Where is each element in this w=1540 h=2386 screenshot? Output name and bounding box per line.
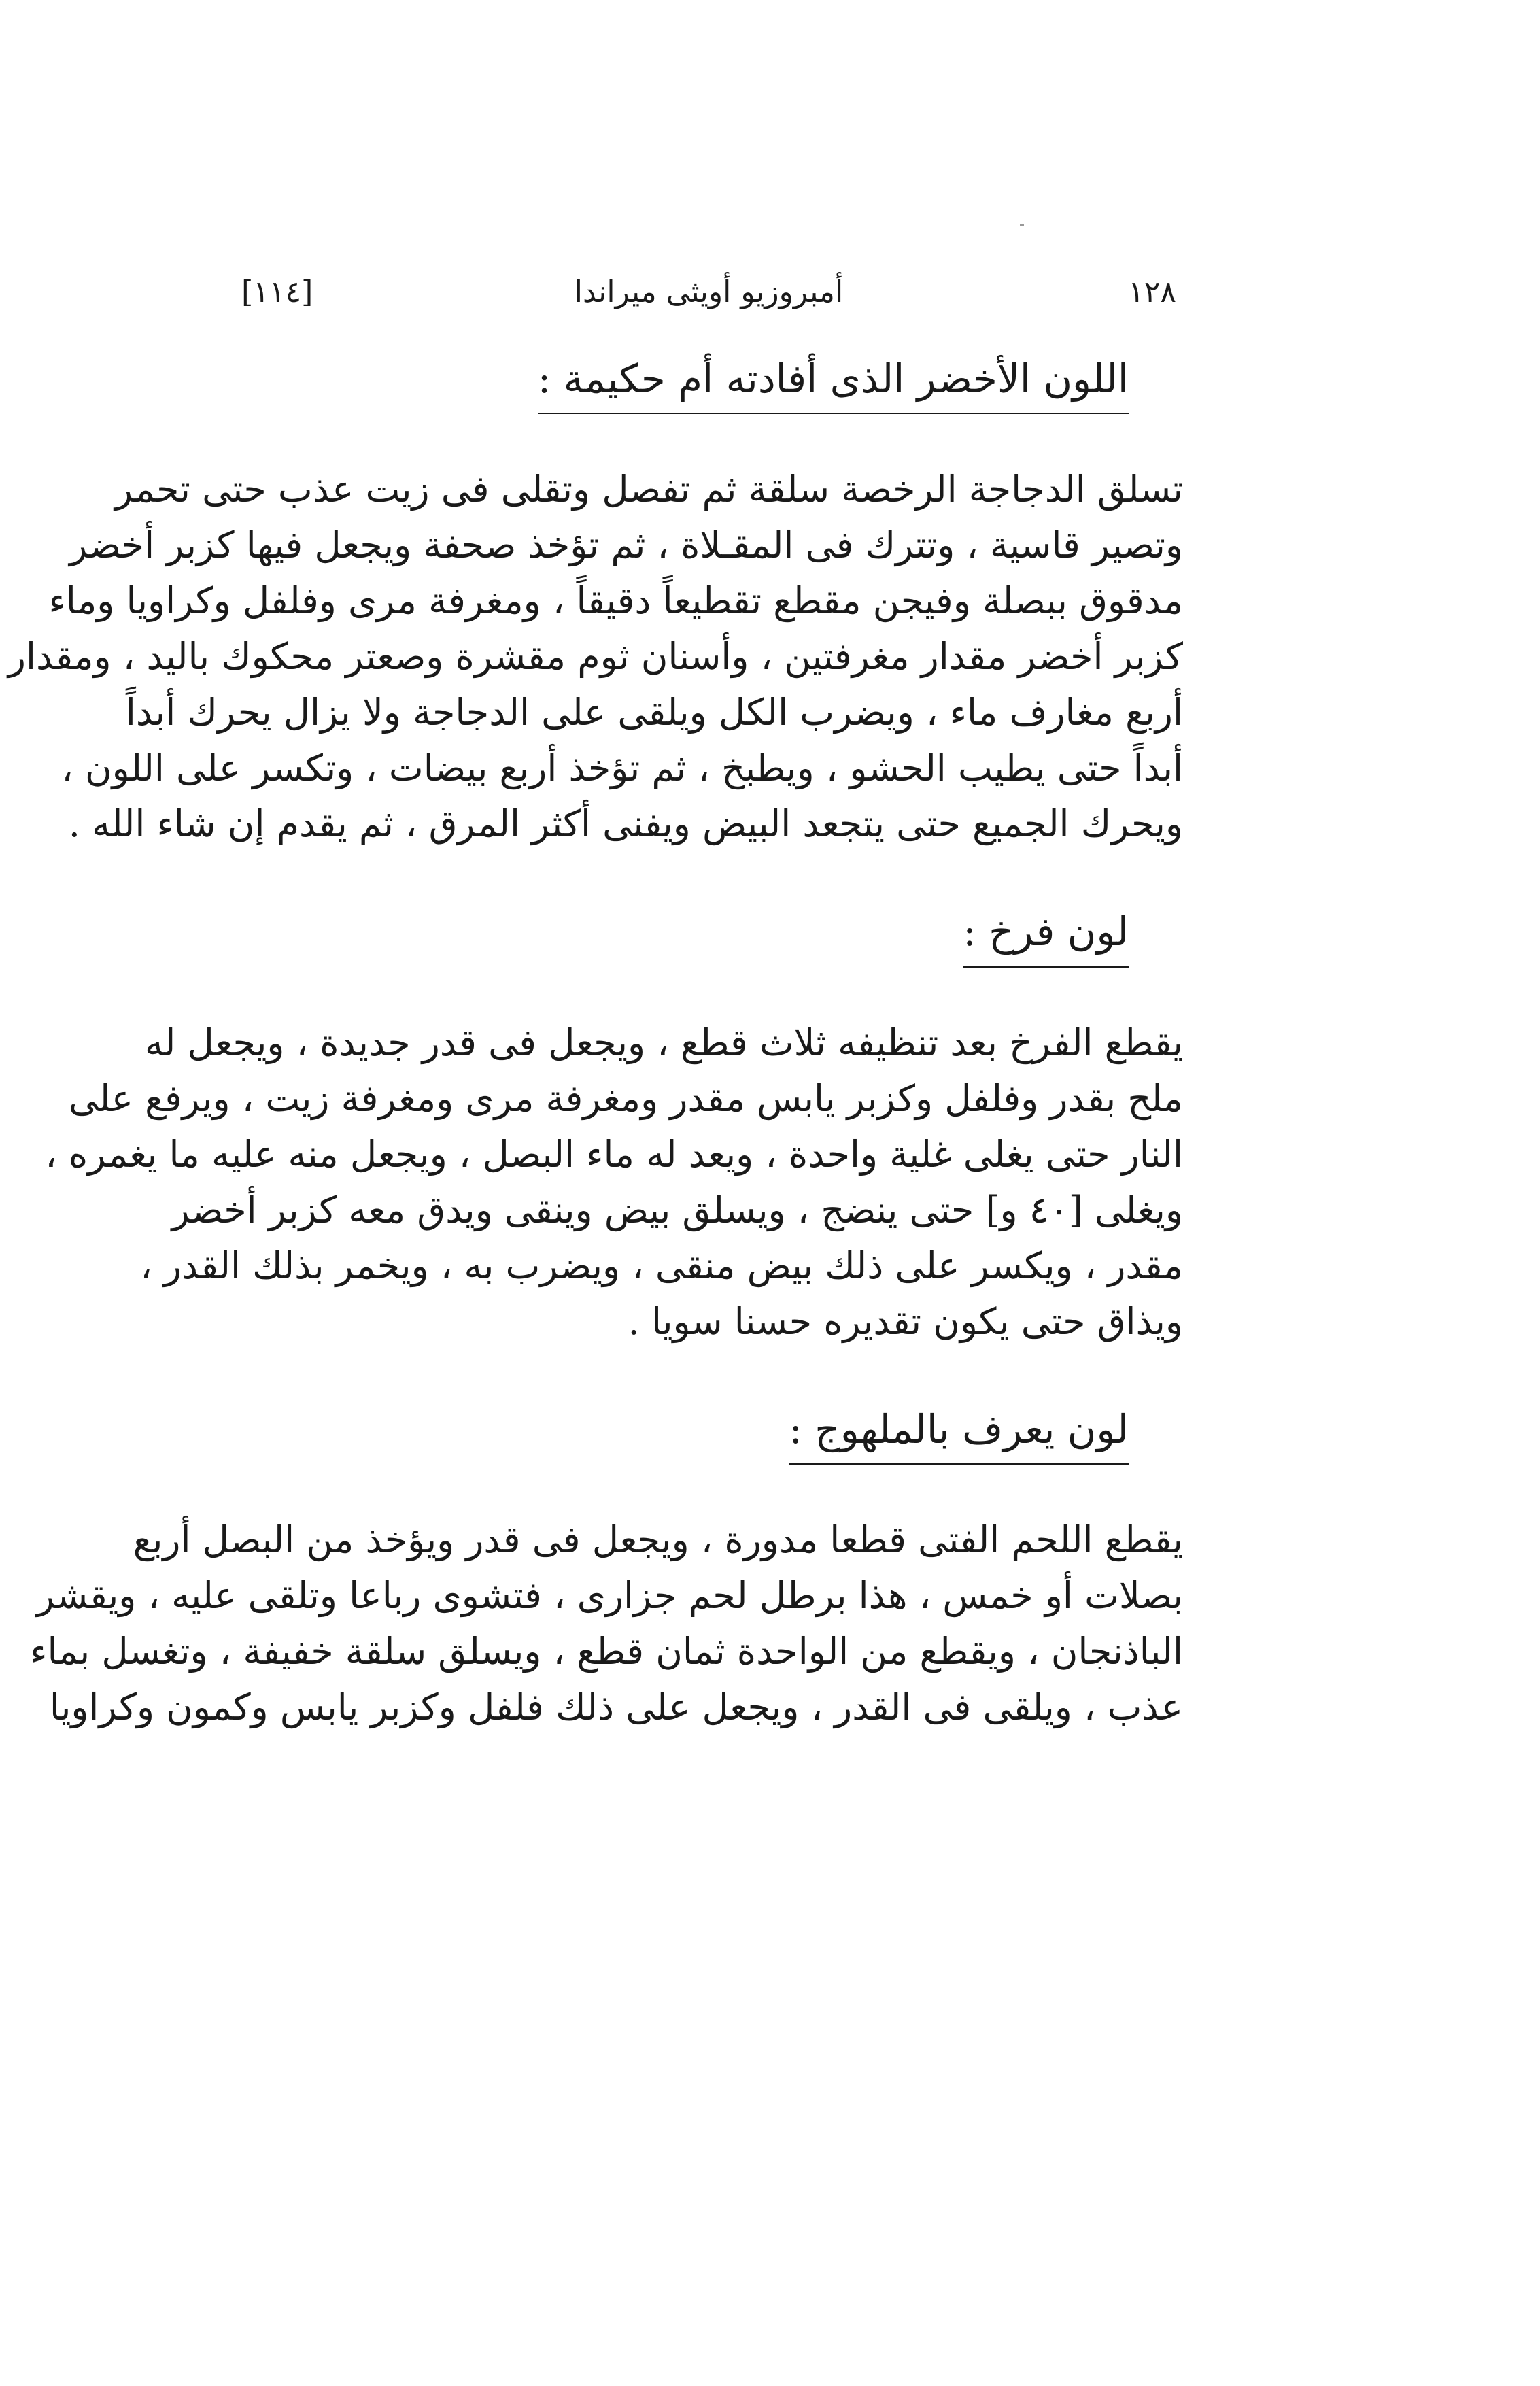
text-line: عذب ، ويلقى فى القدر ، ويجعل على ذلك فلفل وكزبر يابس وكمون وكراويا — [49, 1686, 1183, 1729]
text-line: بصلات أو خمس ، هذا برطل لحم جزارى ، فتشوى رباعا وتلقى عليه ، ويقشر — [36, 1574, 1183, 1618]
recipe-section — [45, 906, 1183, 1349]
running-header — [241, 262, 1176, 323]
text-line: يقطع الفرخ بعد تنظيفه ثلاث قطع ، ويجعل فى قدر جديدة ، ويجعل له — [144, 1021, 1183, 1064]
text-line: تسلق الدجاجة الرخصة سلقة ثم تفصل وتقلى فى زيت عذب حتى تحمر — [115, 468, 1183, 511]
section-heading: لون يعرف بالملهوج : — [789, 1404, 1129, 1465]
section-heading: اللون الأخضر الذى أفادته أم حكيمة : — [538, 354, 1129, 414]
recipe-section — [7, 354, 1183, 852]
text-line: مقدر ، ويكسر على ذلك بيض منقى ، ويضرب به ، ويخمر بذلك القدر ، — [140, 1244, 1183, 1287]
scan-speck — [1020, 224, 1024, 226]
text-line: يقطع اللحم الفتى قطعا مدورة ، ويجعل فى قدر ويؤخذ من البصل أربع — [133, 1518, 1183, 1562]
original-page-marker: [١١٤] — [241, 275, 313, 309]
text-line: أبداً حتى يطيب الحشو ، ويطبخ ، ثم تؤخذ أربع بيضات ، وتكسر على اللون ، — [61, 747, 1183, 790]
page-body — [7, 354, 1183, 1735]
section-heading-row — [241, 354, 1183, 414]
recipe-paragraph — [30, 1512, 1183, 1735]
text-line: النار حتى يغلى غلية واحدة ، ويعد له ماء البصل ، ويجعل منه عليه ما يغمره ، — [45, 1132, 1183, 1176]
page-number: ١٢٨ — [1128, 275, 1176, 309]
recipe-paragraph — [45, 1015, 1183, 1350]
section-heading-row — [241, 906, 1183, 967]
text-line: وتصير قاسية ، وتترك فى المقـلاة ، ثم تؤخذ صحفة ويجعل فيها كزبر أخضر — [69, 524, 1183, 567]
recipe-paragraph — [7, 462, 1183, 852]
recipe-section — [30, 1404, 1183, 1735]
text-line: مدقوق ببصلة وفيجن مقطع تقطيعاً دقيقاً ، ومغرفة مرى وفلفل وكراويا وماء — [48, 579, 1183, 623]
text-line: أربع مغارف ماء ، ويضرب الكل ويلقى على الدجاجة ولا يزال يحرك أبداً — [125, 691, 1183, 734]
text-line: ملح بقدر وفلفل وكزبر يابس مقدر ومغرفة مرى ومغرفة زيت ، ويرفع على — [68, 1076, 1183, 1120]
text-line: ويحرك الجميع حتى يتجعد البيض ويفنى أكثر المرق ، ثم يقدم إن شاء الله . — [68, 802, 1183, 846]
text-line: ويذاق حتى يكون تقديره حسنا سويا . — [628, 1299, 1183, 1343]
text-line: كزبر أخضر مقدار مغرفتين ، وأسنان ثوم مقشرة وصعتر محكوك باليد ، ومقدار — [7, 635, 1183, 679]
text-line: الباذنجان ، ويقطع من الواحدة ثمان قطع ، ويسلق سلقة خفيفة ، وتغسل بماء — [30, 1630, 1183, 1673]
section-heading: لون فرخ : — [963, 906, 1129, 967]
text-line: ويغلى [٤٠ و] حتى ينضج ، ويسلق بيض وينقى ويدق معه كزبر أخضر — [171, 1188, 1183, 1231]
section-heading-row — [241, 1404, 1183, 1465]
running-title: أمبروزيو أويثى ميراندا — [574, 275, 844, 309]
